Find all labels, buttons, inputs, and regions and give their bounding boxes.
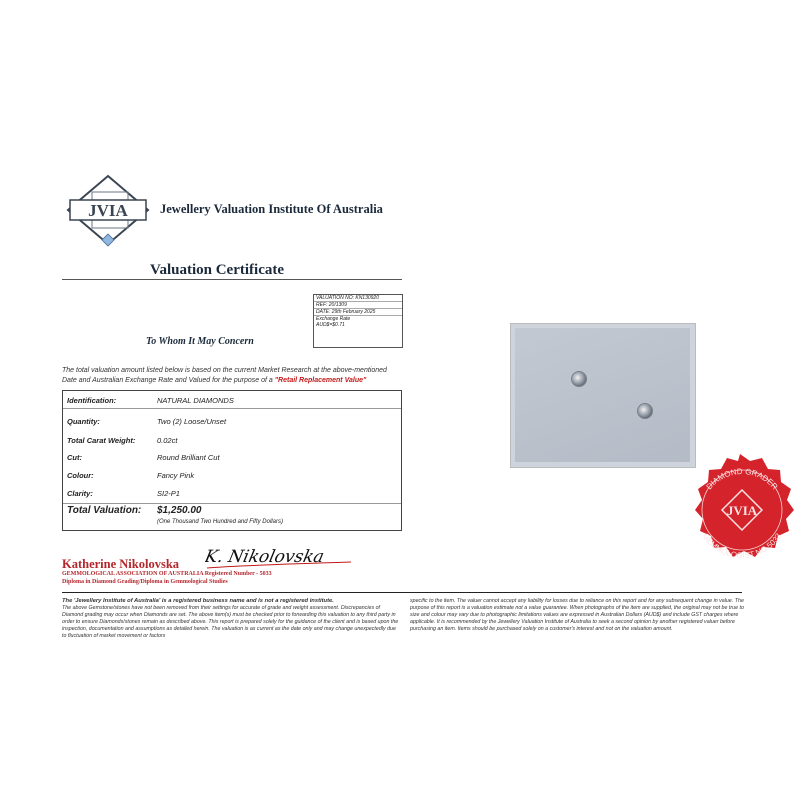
signatory-diploma: Diploma in Diamond Grading/Diploma in Gemmological Studies	[62, 579, 228, 585]
exchange-rate	[314, 316, 402, 328]
page-title: Valuation Certificate	[150, 262, 285, 278]
row-value: NATURAL DIAMONDS	[157, 396, 234, 405]
intro-paragraph	[62, 366, 402, 386]
valuation-date: DATE: 29th February 2025	[314, 309, 402, 316]
intro-highlight: "Retail Replacement Value"	[274, 377, 367, 384]
signatory-name: Katherine Nikolovska	[62, 557, 180, 571]
row-label: Cut:	[67, 453, 82, 462]
disclaimer-right: specific to the item. The valuer cannot accept any liability for losses due to reliance on this report and for any subsequent change in value. The purpose of this report is a valuation estimate not a value guarantee. When photographs of the item are supplied, the original may not be true to size and colour may vary due to photographic limitations values are expressed in Australian Dollars (AUD$) and include GST charges where applicable. It is recommended by the Jewellery Valuation Institute of Australia to seek a second opinion by another registered valuer before purchasing an item. Items should be purchased solely on a customer's interest and not on the valuation amount.	[410, 598, 744, 632]
intro-text: The total valuation amount listed below is based on the current Market Research at the above-mentioned Date and Australian Exchange Rate and Valued for the purpose of a	[62, 367, 387, 384]
row-value: Round Brilliant Cut	[157, 453, 220, 462]
exchange-rate-value: AUD$=$0.71	[316, 322, 345, 328]
exchange-rate-label: Exchange Rate	[316, 316, 351, 322]
row-label: Total Carat Weight:	[67, 436, 136, 445]
diamond-image	[571, 371, 587, 387]
signatory-credential: GEMMOLOGICAL ASSOCIATION OF AUSTRALIA Registered Number - 5033	[62, 571, 272, 577]
row-value: 0.02ct	[157, 436, 178, 445]
institute-name: Jewellery Valuation Institute Of Australia	[160, 202, 383, 216]
valuation-in-words: (One Thousand Two Hundred and Fifty Dollars)	[157, 519, 283, 525]
total-valuation-label: Total Valuation:	[67, 505, 142, 516]
row-value: Fancy Pink	[157, 471, 195, 480]
diamond-photo-frame	[510, 323, 696, 468]
valuation-meta-box	[313, 294, 403, 348]
row-value: Two (2) Loose/Unset	[157, 417, 227, 426]
seal-top-text: DIAMOND GRADER	[704, 466, 780, 492]
row-label: Clarity:	[67, 489, 93, 498]
disclaimer-heading: The 'Jewellery Institute of Australia' is a registered business name and is not a registered institute.	[62, 598, 334, 604]
disclaimer-left	[62, 598, 400, 640]
grader-seal	[680, 452, 800, 570]
salutation: To Whom It May Concern	[146, 336, 254, 347]
reference-number: REF: 20/1309	[314, 302, 402, 309]
row-divider	[63, 503, 401, 504]
seal-center-text: JVIA	[726, 503, 758, 518]
row-label: Colour:	[67, 471, 94, 480]
row-label: Quantity:	[67, 417, 100, 426]
valuation-number: VALUATION NO: KN130920	[314, 295, 402, 302]
total-valuation-amount: $1,250.00	[157, 505, 202, 516]
jvia-logo	[62, 172, 154, 250]
seal-bottom-text: GEMMOLOGIST NO 5033	[700, 531, 784, 561]
logo-text: JVIA	[88, 201, 128, 220]
details-table	[62, 390, 402, 531]
row-value: SI2-P1	[157, 489, 180, 498]
title-divider	[62, 279, 402, 280]
row-label: Identification:	[67, 396, 117, 405]
diamond-photo	[515, 328, 690, 462]
signature-text: K. Nikolovska	[205, 547, 326, 567]
disclaimer-left-text: The above Gemstone/stones have not been removed from their settings for accurate of grade and weight assessment. Discrepancies of Diamond grading may occur when Diamonds are set. The above item(s) must be checked prior to forwarding this valuation to any third party in order to ensure Diamonds/stones remain as described above. This report is prepared solely for the guidance of the client and is based upon the inspection, documentation and assumptions as detailed herein. The valuation is as current as the date only and may change unexpectedly due to fluctuation of market movement or factors	[62, 605, 399, 639]
row-divider	[63, 408, 401, 409]
diamond-image	[637, 403, 653, 419]
footer-divider	[62, 592, 742, 593]
